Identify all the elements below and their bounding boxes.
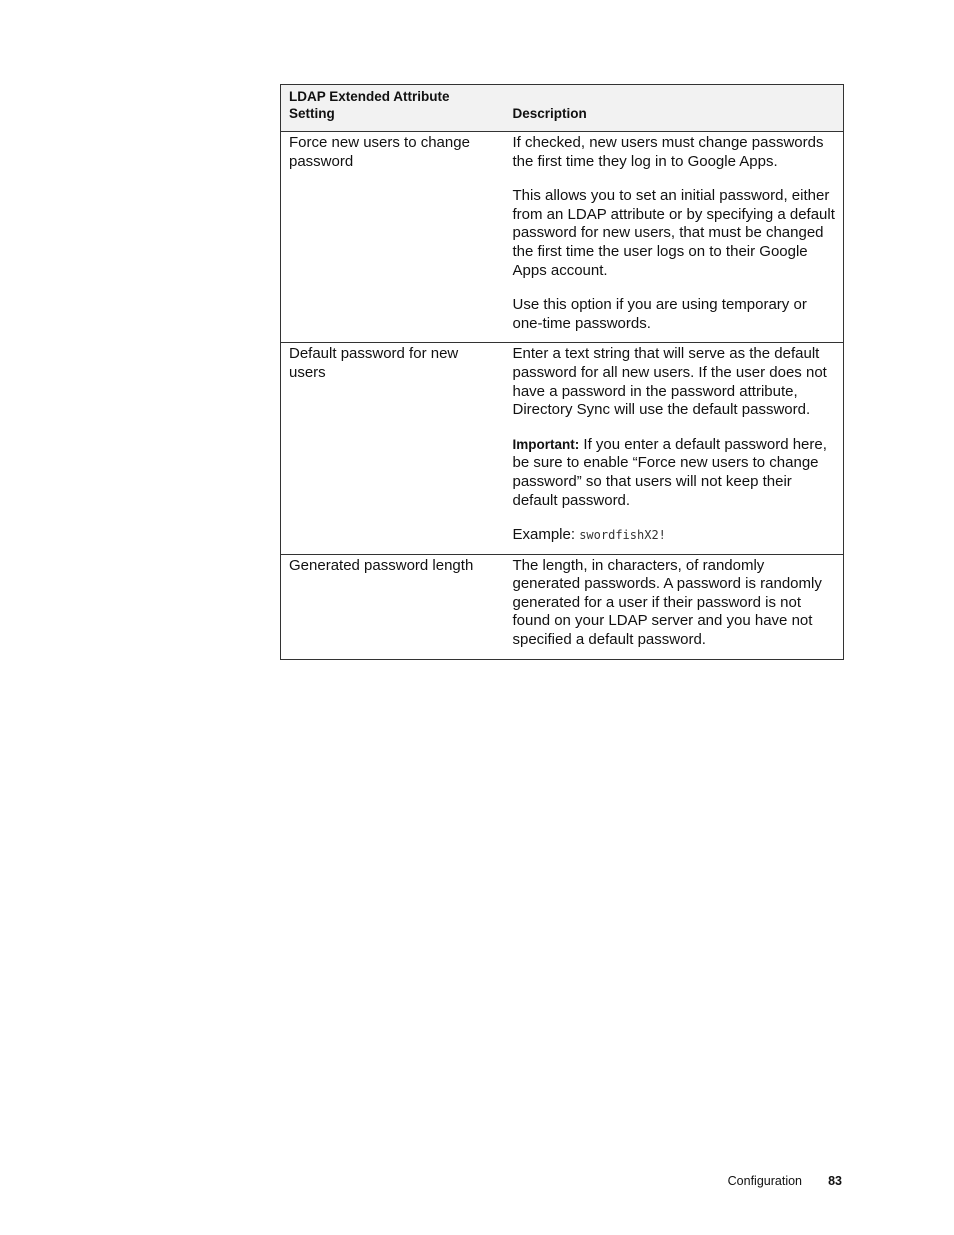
column-header-description: Description [506, 85, 844, 132]
important-text: If you enter a default password here, be sure to enable “Force new users to change password” so that users will not keep their default password. [512, 435, 827, 509]
description-paragraph: Enter a text string that will serve as the default password for all new users. If the user does not have a password in the password attribute, Directory Sync will use the default password. [512, 345, 827, 419]
example-line [513, 526, 836, 545]
example-label: Example: [512, 526, 580, 544]
important-label: Important: [512, 436, 580, 452]
column-header-setting: LDAP Extended Attribute Setting [281, 85, 506, 132]
page-footer [0, 1174, 954, 1190]
description-paragraph: If checked, new users must change passwords the first time they log in to Google Apps. [512, 134, 824, 170]
important-note [513, 436, 836, 510]
example-value: swordfishX2! [579, 528, 666, 543]
ldap-settings-table [280, 84, 844, 660]
description-paragraph: Use this option if you are using temporary or one-time passwords. [512, 296, 807, 332]
setting-description [506, 343, 844, 554]
setting-name: Generated password length [281, 554, 506, 659]
description-paragraph: This allows you to set an initial password, either from an LDAP attribute or by specifying a default password for new users, that must be changed the first time the user logs on to their Google Apps account. [512, 187, 835, 279]
setting-name: Force new users to change password [281, 132, 506, 343]
table-row [281, 343, 844, 554]
table-row [281, 554, 844, 659]
table-row [281, 132, 844, 343]
setting-description [506, 554, 844, 659]
page-number: 83 [828, 1174, 842, 1188]
description-paragraph: The length, in characters, of randomly generated passwords. A password is randomly generated for a user if their password is not found on your LDAP server and you have not specified a default password. [512, 556, 822, 649]
table-header-row [281, 85, 844, 132]
setting-name: Default password for new users [281, 343, 506, 554]
setting-description [506, 132, 844, 343]
footer-section-title: Configuration [727, 1174, 802, 1188]
